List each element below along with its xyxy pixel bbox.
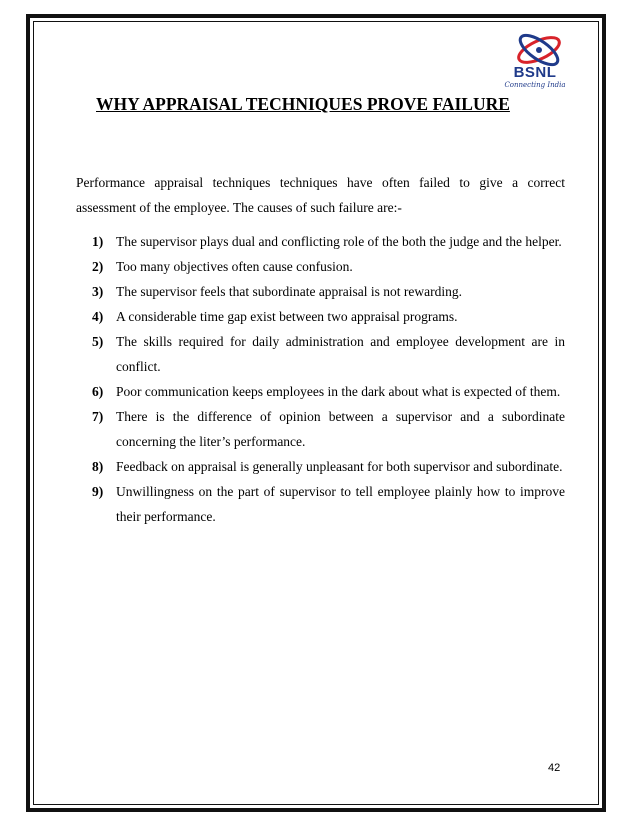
list-item (76, 229, 565, 254)
list-item-text: A considerable time gap exist between two appraisal programs. (116, 309, 458, 324)
list-number: 1) (92, 234, 104, 249)
logo-brand-text: BSNL (513, 64, 557, 81)
list-item-text: There is the difference of opinion between a supervisor and a subordinate concerning the liter’s performance. (116, 409, 565, 449)
list-item (76, 404, 565, 454)
list-item-text: Poor communication keeps employees in the dark about what is expected of them. (116, 384, 561, 399)
list-item-text: The supervisor feels that subordinate appraisal is not rewarding. (116, 284, 463, 299)
list-number: 5) (92, 334, 104, 349)
list-item (76, 479, 565, 529)
list-number: 2) (92, 259, 104, 274)
list-item (76, 329, 565, 379)
list-item (76, 379, 565, 404)
list-item-text: The supervisor plays dual and conflicting role of the both the judge and the helper. (116, 234, 562, 249)
list-item (76, 279, 565, 304)
intro-line: assessment of the employee. The causes of such failure are:- (76, 200, 402, 215)
list-item-text: Unwillingness on the part of supervisor to tell employee plainly how to improve their performance. (116, 484, 565, 524)
list-item-text: The skills required for daily administration and employee development are in conflict. (116, 334, 565, 374)
intro-paragraph (76, 170, 565, 220)
list-number: 4) (92, 309, 104, 324)
page-number: 42 (548, 762, 561, 774)
list-item (76, 454, 565, 479)
logo-tagline: Connecting India (504, 81, 566, 89)
list-item (76, 254, 565, 279)
intro-line: Performance appraisal techniques techniques have often failed to give a correct (76, 175, 565, 190)
list-item-text: Feedback on appraisal is generally unpleasant for both supervisor and subordinate. (116, 459, 563, 474)
causes-list (76, 229, 565, 529)
list-item-text: Too many objectives often cause confusion. (116, 259, 353, 274)
list-number: 6) (92, 384, 104, 399)
list-item (76, 304, 565, 329)
page-title: WHY APPRAISAL TECHNIQUES PROVE FAILURE (96, 94, 510, 114)
list-number: 7) (92, 409, 104, 424)
list-number: 8) (92, 459, 104, 474)
list-number: 3) (92, 284, 104, 299)
list-number: 9) (92, 484, 104, 499)
